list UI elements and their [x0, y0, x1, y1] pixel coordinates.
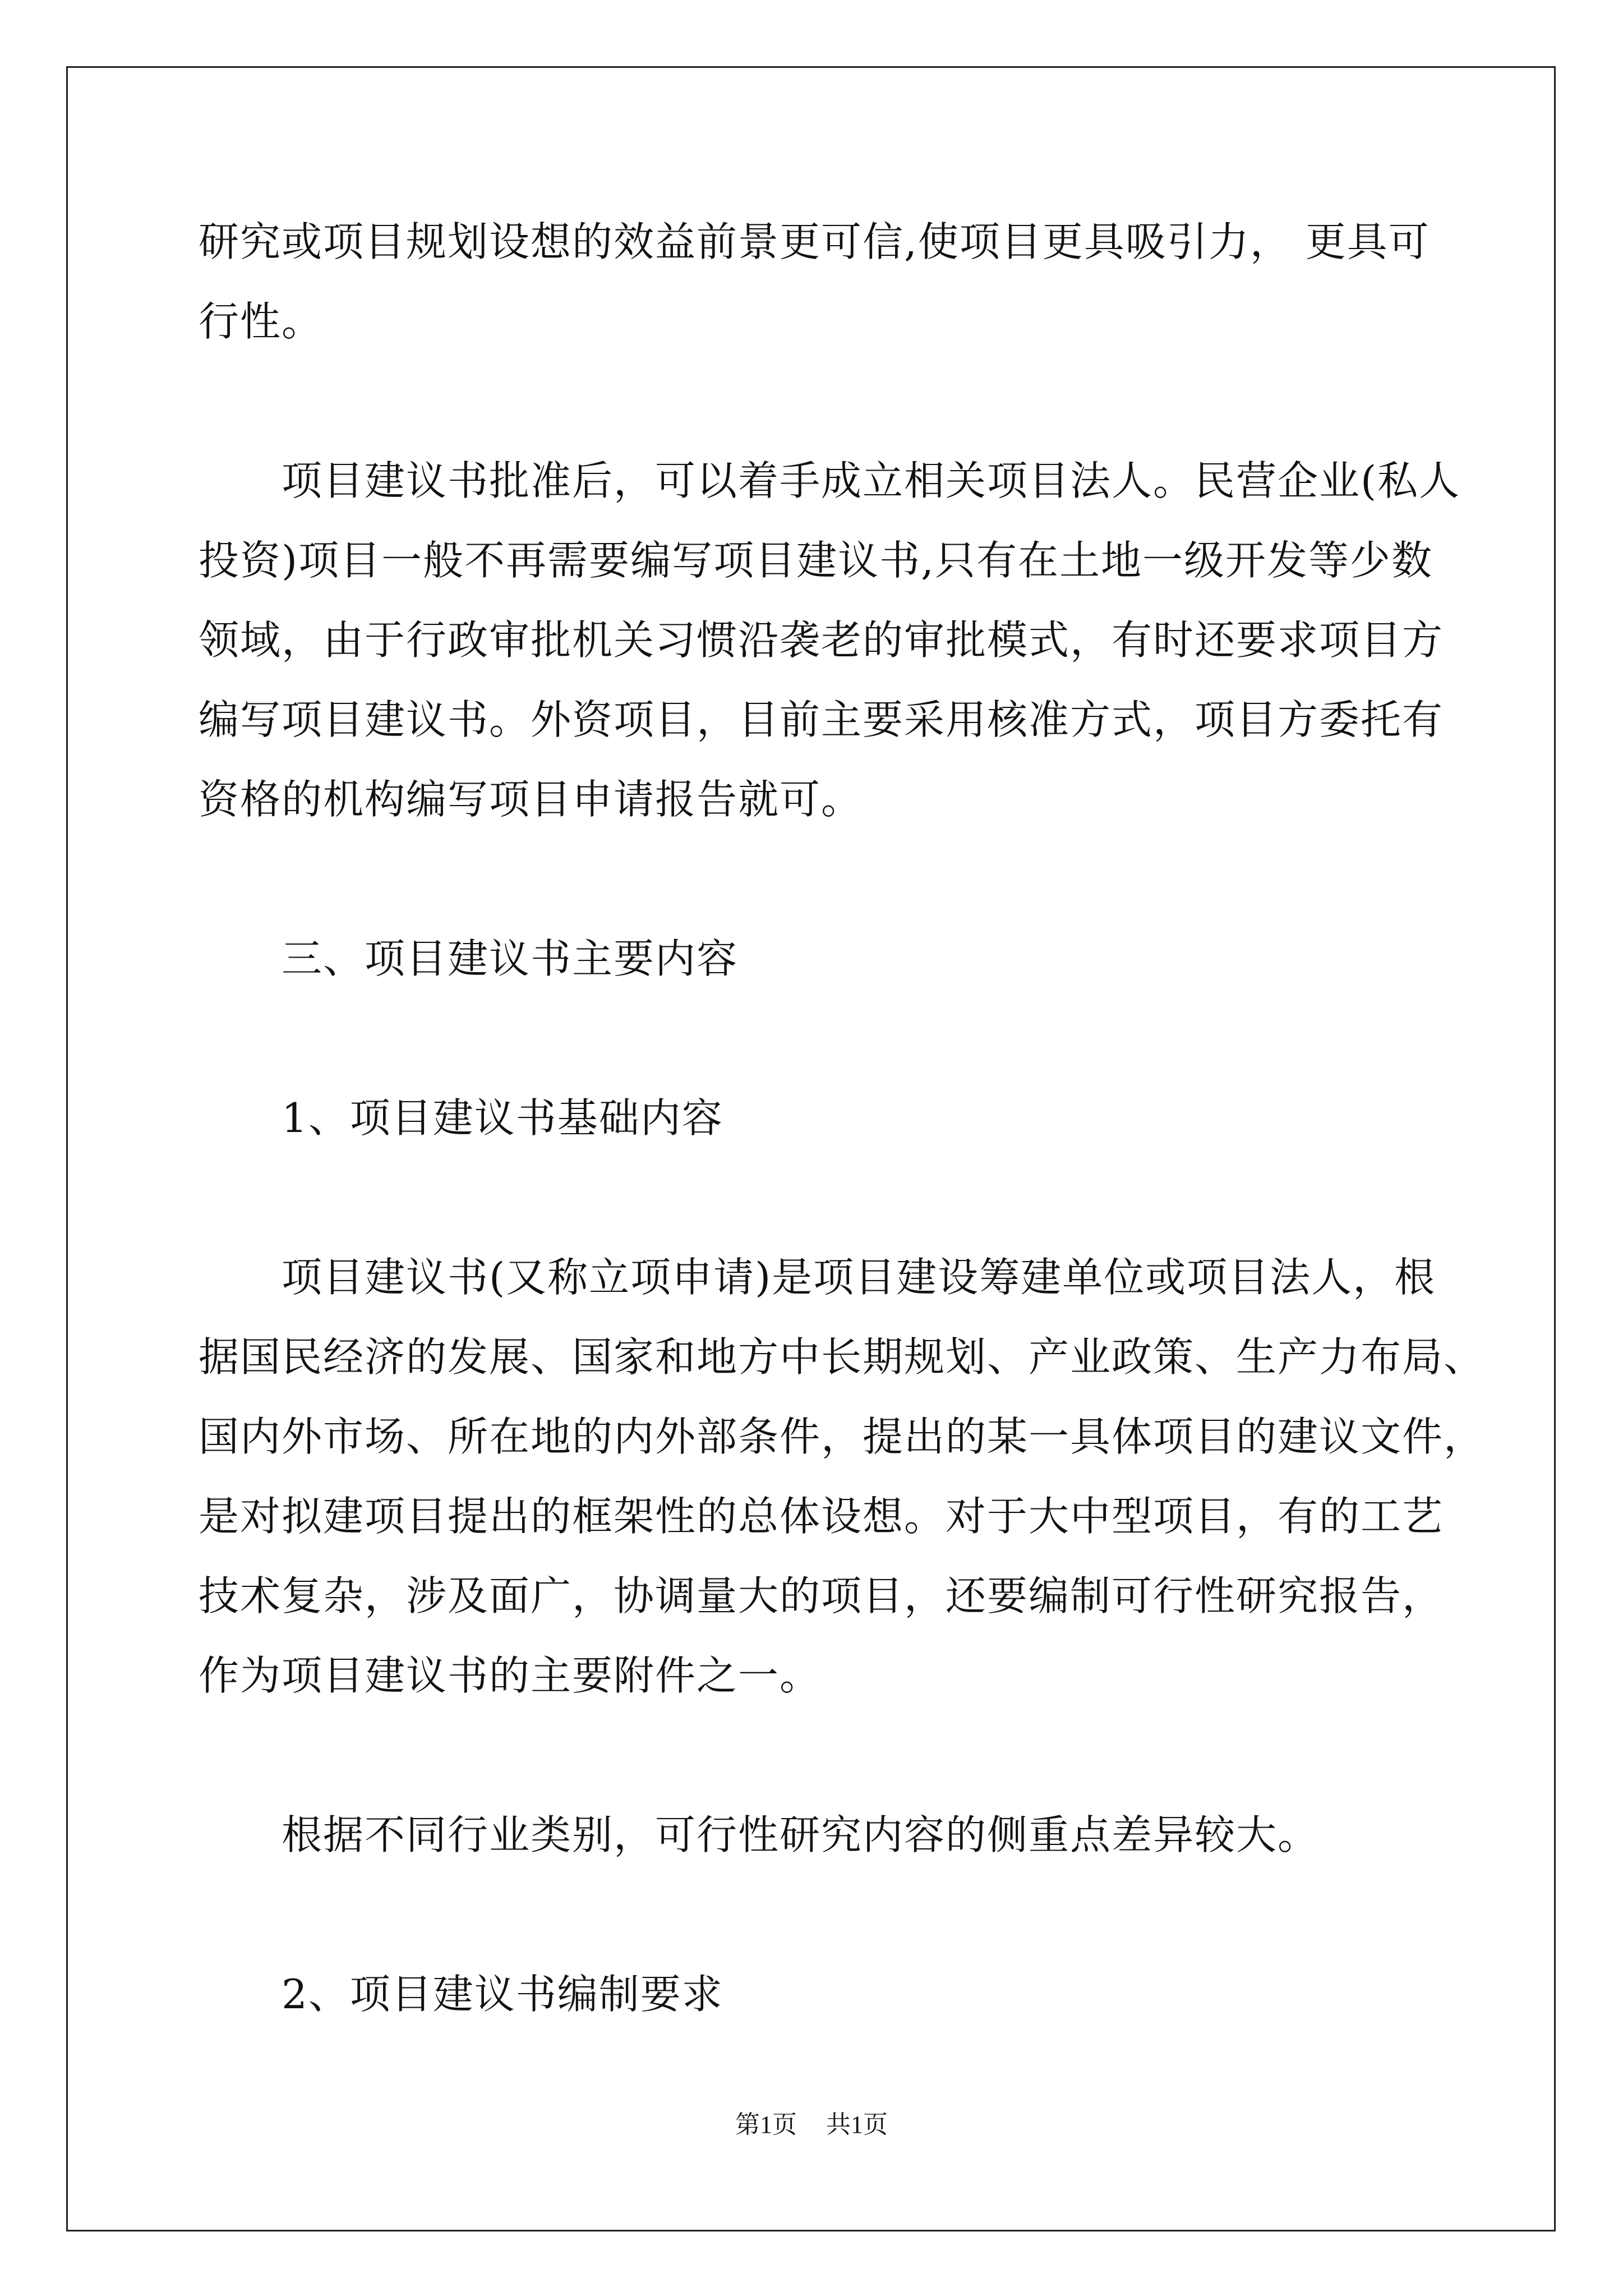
document-body [199, 202, 1488, 2034]
paragraph-gap [199, 999, 1488, 1078]
paragraph-line: 资格的机构编写项目申请报告就可。 [199, 776, 863, 823]
paragraph-line: 技术复杂，涉及面广，协调量大的项目，还要编制可行性研究报告， [199, 1572, 1444, 1619]
paragraph-line: 根据不同行业类别，可行性研究内容的侧重点差异较大。 [282, 1811, 1320, 1858]
paragraph-line: 领域，由于行政审批机关习惯沿袭老的审批模式，有时还要求项目方 [199, 616, 1444, 664]
paragraph-line: 作为项目建议书的主要附件之一。 [199, 1652, 822, 1699]
paragraph-gap [199, 361, 1488, 441]
total-pages: 共1页 [826, 2111, 888, 2138]
paragraph-line: 研究或项目规划设想的效益前景更可信,使项目更具吸引力， 更具可 [199, 218, 1430, 265]
paragraph-line: 项目建议书批准后，可以着手成立相关项目法人。民营企业(私人 [282, 457, 1461, 504]
subsection-heading: 1、项目建议书基础内容 [282, 1094, 723, 1142]
paragraph-gap [199, 1715, 1488, 1795]
page-footer [0, 2108, 1623, 2142]
paragraph-line: 是对拟建项目提出的框架性的总体设想。对于大中型项目，有的工艺 [199, 1493, 1444, 1540]
paragraph-line: 项目建议书(又称立项申请)是项目建设筹建单位或项目法人，根 [282, 1254, 1436, 1301]
paragraph-line: 编写项目建议书。外资项目，目前主要采用核准方式，项目方委托有 [199, 696, 1444, 743]
subsection-heading: 2、项目建议书编制要求 [282, 1971, 723, 2018]
paragraph-line: 据国民经济的发展、国家和地方中长期规划、产业政策、生产力布局、 [199, 1333, 1486, 1381]
page-number: 第1页 [735, 2111, 797, 2138]
paragraph-line: 投资)项目一般不再需要编写项目建议书,只有在土地一级开发等少数 [199, 537, 1433, 584]
section-heading: 三、项目建议书主要内容 [282, 935, 739, 982]
paragraph-gap [199, 1158, 1488, 1237]
paragraph-gap [199, 1875, 1488, 1954]
paragraph-line: 行性。 [199, 298, 324, 345]
paragraph-line: 国内外市场、所在地的内外部条件，提出的某一具体项目的建议文件， [199, 1413, 1486, 1460]
paragraph-gap [199, 839, 1488, 919]
